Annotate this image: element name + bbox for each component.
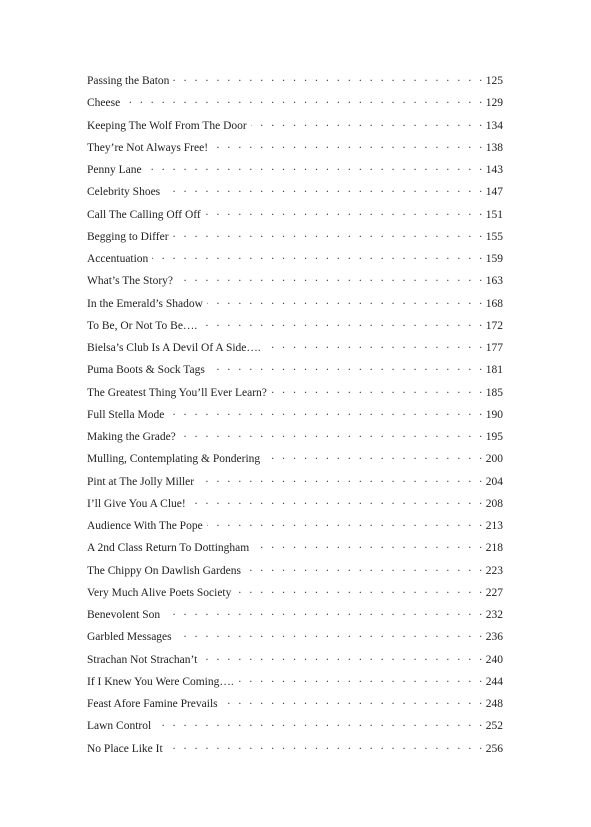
toc-entry-page-number: 204 (485, 475, 503, 488)
toc-entry (87, 495, 503, 517)
toc-entry-page-number: 177 (485, 342, 503, 354)
toc-entry (87, 517, 503, 539)
toc-entry-title: Lawn Control (87, 720, 152, 733)
dot-leader (207, 517, 485, 529)
toc-entry (87, 539, 503, 561)
toc-entry-page-number: 163 (485, 275, 503, 288)
toc-entry (87, 361, 503, 383)
dot-leader (271, 384, 485, 396)
toc-entry-title: Passing the Baton (87, 75, 170, 87)
toc-entry-title: If I Knew You Were Coming…. (87, 675, 234, 688)
toc-entry-title: Begging to Differ (87, 230, 169, 243)
toc-entry-page-number: 236 (485, 631, 503, 644)
toc-entry (87, 673, 503, 695)
toc-entry (87, 473, 503, 495)
toc-entry-page-number: 252 (485, 720, 503, 733)
toc-entry (87, 228, 503, 250)
toc-entry (87, 339, 503, 361)
toc-entry-page-number: 232 (485, 609, 503, 621)
dot-leader (251, 117, 485, 129)
dot-leader (245, 562, 485, 574)
toc-entry (87, 717, 503, 739)
toc-entry-title: To Be, Or Not To Be…. (87, 319, 198, 332)
toc-entry (87, 295, 503, 317)
toc-entry (87, 139, 503, 161)
toc-entry-page-number: 181 (485, 364, 503, 377)
dot-leader (222, 695, 485, 707)
toc-entry (87, 695, 503, 717)
dot-leader (207, 295, 485, 307)
dot-leader (265, 339, 485, 351)
toc-entry-title: Bielsa’s Club Is A Devil Of A Side…. (87, 342, 261, 354)
toc-entry (87, 562, 503, 584)
toc-entry-page-number: 213 (485, 520, 503, 532)
toc-entry-page-number: 256 (485, 742, 503, 755)
dot-leader (124, 94, 485, 106)
toc-entry-page-number: 195 (485, 431, 503, 443)
toc-entry (87, 384, 503, 406)
toc-entry-title: Feast Afore Famine Prevails (87, 698, 218, 710)
toc-entry-page-number: 218 (485, 542, 503, 555)
toc-entry (87, 450, 503, 472)
toc-entry-page-number: 134 (485, 119, 503, 132)
toc-entry-title: Penny Lane (87, 164, 142, 176)
toc-entry-title: They’re Not Always Free! (87, 141, 209, 154)
toc-entry-title: Benevolent Son (87, 609, 161, 621)
toc-entry-title: Pint at The Jolly Miller (87, 475, 195, 488)
toc-entry-title: I’ll Give You A Clue! (87, 497, 186, 510)
toc-entry-page-number: 227 (485, 586, 503, 599)
toc-entry-page-number: 129 (485, 97, 503, 110)
toc-entry-page-number: 240 (485, 653, 503, 666)
dot-leader (235, 584, 484, 596)
toc-entry (87, 740, 503, 762)
toc-entry-title: Cheese (87, 97, 121, 110)
toc-entry-page-number: 125 (485, 75, 503, 87)
toc-entry-page-number: 244 (485, 675, 503, 688)
toc-entry (87, 206, 503, 228)
toc-entry-page-number: 185 (485, 386, 503, 399)
toc-entry-title: Keeping The Wolf From The Door (87, 119, 247, 132)
dot-leader (155, 717, 485, 729)
dot-leader (201, 651, 484, 663)
dot-leader (264, 450, 485, 462)
toc-entry-title: Mulling, Contemplating & Pondering (87, 453, 261, 466)
toc-entry (87, 428, 503, 450)
toc-entry-title: Call The Calling Off Off (87, 208, 201, 221)
toc-entry (87, 117, 503, 139)
dot-leader (177, 272, 485, 284)
toc-entry-title: Celebrity Shoes (87, 186, 161, 199)
dot-leader (209, 361, 485, 373)
toc-entry (87, 250, 503, 272)
table-of-contents (87, 72, 503, 762)
toc-entry-page-number: 190 (485, 408, 503, 421)
toc-entry (87, 584, 503, 606)
dot-leader (253, 539, 485, 551)
toc-entry-title: The Chippy On Dawlish Gardens (87, 564, 241, 577)
toc-entry-page-number: 248 (485, 698, 503, 710)
toc-entry-title: A 2nd Class Return To Dottingham (87, 542, 250, 555)
toc-entry (87, 183, 503, 205)
toc-entry (87, 406, 503, 428)
toc-entry-page-number: 172 (485, 319, 503, 332)
dot-leader (238, 673, 485, 685)
toc-entry-title: The Greatest Thing You’ll Ever Learn? (87, 386, 267, 399)
toc-entry-page-number: 151 (485, 208, 503, 221)
dot-leader (201, 317, 484, 329)
toc-entry (87, 317, 503, 339)
toc-entry-title: Very Much Alive Poets Society (87, 586, 232, 599)
toc-entry-title: Accentuation (87, 253, 149, 265)
dot-leader (205, 206, 485, 218)
toc-entry (87, 628, 503, 650)
dot-leader (152, 250, 484, 262)
toc-entry-page-number: 200 (485, 453, 503, 466)
dot-leader (190, 495, 485, 507)
toc-entry (87, 651, 503, 673)
toc-entry-title: Strachan Not Strachan’t (87, 653, 198, 666)
toc-entry-title: Audience With The Pope (87, 520, 203, 532)
toc-entry-title: Puma Boots & Sock Tags (87, 364, 205, 377)
toc-entry (87, 161, 503, 183)
toc-entry (87, 72, 503, 94)
dot-leader (173, 228, 485, 240)
toc-entry-title: No Place Like It (87, 742, 163, 755)
dot-leader (173, 72, 484, 84)
dot-leader (146, 161, 485, 173)
toc-entry-page-number: 159 (485, 253, 503, 265)
toc-entry (87, 272, 503, 294)
toc-entry (87, 94, 503, 116)
toc-entry-page-number: 143 (485, 164, 503, 176)
dot-leader (164, 606, 485, 618)
toc-entry-title: What’s The Story? (87, 275, 174, 288)
toc-entry-page-number: 168 (485, 297, 503, 310)
dot-leader (198, 473, 485, 485)
toc-entry-title: Full Stella Mode (87, 408, 165, 421)
dot-leader (180, 428, 485, 440)
toc-entry-page-number: 138 (485, 141, 503, 154)
dot-leader (164, 183, 485, 195)
toc-entry-page-number: 147 (485, 186, 503, 199)
toc-entry-page-number: 223 (485, 564, 503, 577)
dot-leader (176, 628, 485, 640)
toc-entry-title: Making the Grade? (87, 431, 176, 443)
toc-entry-title: In the Emerald’s Shadow (87, 297, 203, 310)
toc-entry-page-number: 208 (485, 497, 503, 510)
dot-leader (168, 406, 484, 418)
dot-leader (167, 740, 485, 752)
toc-entry-title: Garbled Messages (87, 631, 172, 644)
dot-leader (212, 139, 485, 151)
toc-entry-page-number: 155 (485, 230, 503, 243)
toc-entry (87, 606, 503, 628)
